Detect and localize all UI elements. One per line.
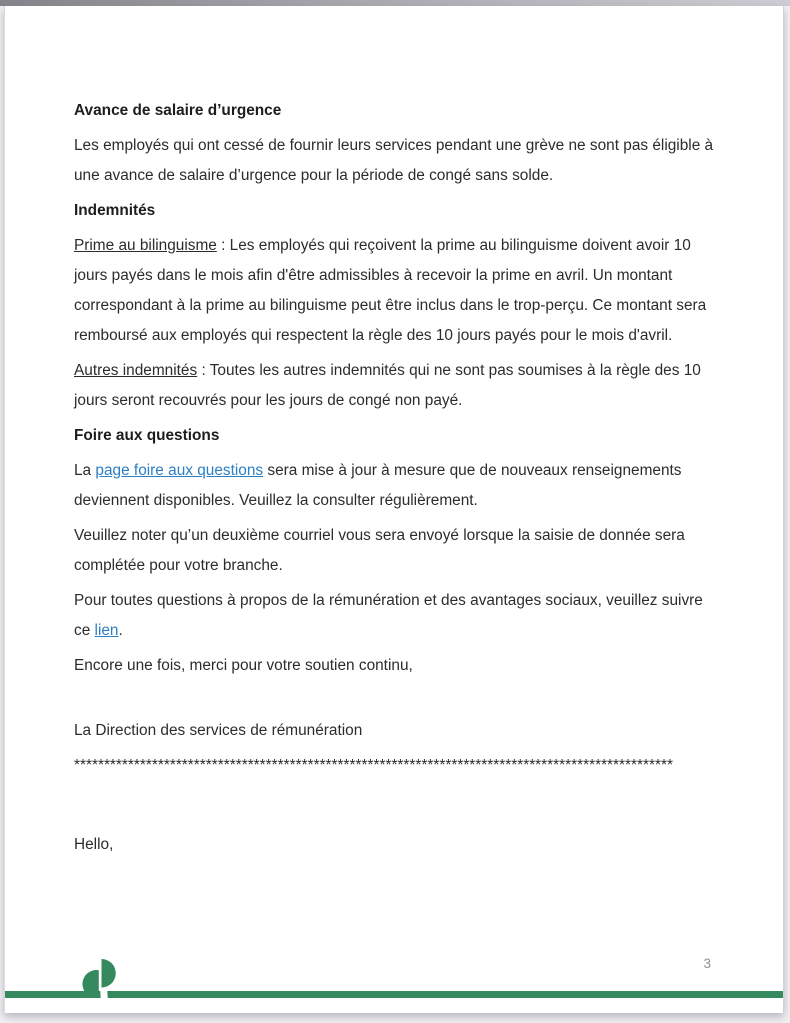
heading-avance-salaire: Avance de salaire d’urgence <box>74 102 282 119</box>
para-merci: Encore une fois, merci pour votre soutien continu, <box>74 657 413 674</box>
signature-line: La Direction des services de rémunération <box>74 722 363 739</box>
para-prime-rest: : Les employés qui reçoivent la prime au bilinguisme doivent avoir 10 jours payés dans le mois afin d'être admissibles à recevoir la prime en avril. Un montant correspondant à la prime au bilinguisme peut être inclus dans le trop-perçu. Ce montant sera remboursé aux employés qui respectent la règle des 10 jours payés pour le mois d'avril. <box>74 237 707 344</box>
faq-page-link[interactable]: page foire aux questions <box>95 462 264 479</box>
page-content <box>5 6 783 860</box>
para-courriel: Veuillez noter qu’un deuxième courriel vous sera envoyé lorsque la saisie de donnée sera complétée pour votre branche. <box>74 527 685 574</box>
para-lien-before: Pour toutes questions à propos de la rémunération et des avantages sociaux, veuillez suivre ce <box>74 592 703 639</box>
heading-indemnites: Indemnités <box>74 202 156 219</box>
heading-faq: Foire aux questions <box>74 427 220 444</box>
salutation-hello: Hello, <box>74 836 114 853</box>
blank-line <box>74 786 716 830</box>
footer-rule <box>5 991 783 998</box>
page-number: 3 <box>703 956 711 971</box>
para-autres-lead: Autres indemnités <box>74 362 198 379</box>
para-faq-after: sera mise à jour à mesure que de nouveaux renseignements deviennent disponibles. Veuillez la consulter régulièrement. <box>74 462 682 509</box>
para-faq <box>74 456 716 516</box>
para-prime-bilinguisme <box>74 231 716 351</box>
blank-line <box>74 686 716 716</box>
remuneration-link[interactable]: lien <box>94 622 119 639</box>
para-autres-rest: : Toutes les autres indemnités qui ne sont pas soumises à la règle des 10 jours seront recouvrés pour les jours de congé non payé. <box>74 362 701 409</box>
split-circle-leaf-logo-icon <box>80 956 120 1004</box>
para-faq-before: La <box>74 462 96 479</box>
document-page <box>4 6 784 1013</box>
para-greve: Les employés qui ont cessé de fournir leurs services pendant une grève ne sont pas éligible à une avance de salaire d’urgence pour la période de congé sans solde. <box>74 137 714 184</box>
para-prime-lead: Prime au bilinguisme <box>74 237 217 254</box>
para-lien <box>74 586 716 646</box>
para-lien-after: . <box>118 622 123 639</box>
separator-asterisks: **************************************************************************************************** <box>74 757 673 774</box>
para-autres-indemnites <box>74 356 716 416</box>
